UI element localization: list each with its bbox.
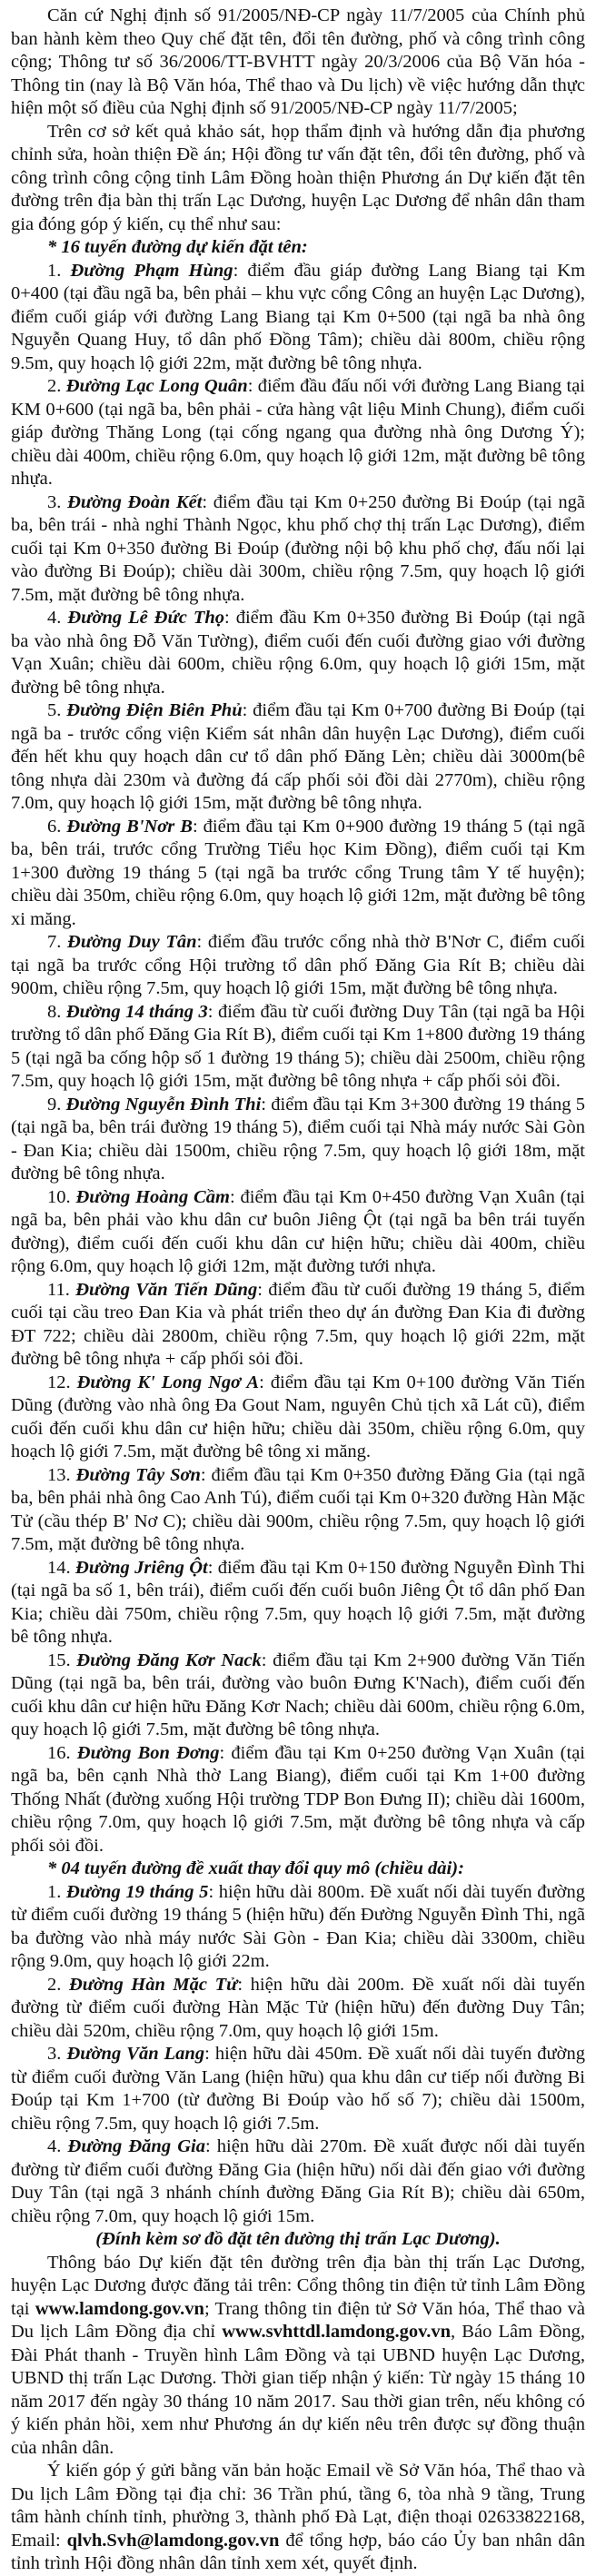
item-number: 10. [47,1186,76,1207]
street-name: Đường Nguyễn Đình Thi [65,1094,262,1115]
item-number: 14. [47,1557,76,1578]
contact-paragraph [11,2460,585,2576]
street-name: Đường B'Nơr B [66,816,193,837]
street-heading [47,376,248,396]
street-item [11,1372,585,1464]
street-name: Đường Phạm Hùng [70,260,233,281]
street-item [11,1094,585,1186]
intro-paragraph: Trên cơ sở kết quả khảo sát, họp thẩm định và hướng dẫn địa phương chỉnh sửa, hoàn thiện Đề án; Hội đồng tư vấn đặt tên, đổi tên đường, phố và công trình công cộng tỉnh Lâm Đồng hoàn thiện Phương án Dự kiến đặt tên đường trên địa bàn thị trấn Lạc Dương, huyện Lạc Dương để nhân dân tham gia đóng góp ý kiến, cụ thể như sau: [11,121,585,234]
street-heading [47,1372,259,1392]
street-description: : điểm đầu tại Km 3+300 đường 19 tháng 5 (tại ngã ba, bên trái đường 19 tháng 5), điểm cuối tại Nhà máy nước Sài Gòn - Đan Kia; chiều dài 1500m, chiều rộng 7.5m, quy hoạch lộ giới 18m, mặt đường bê tông nhựa. [11,1094,585,1184]
contact-rest: để tổng hợp, báo cáo Ủy ban nhân dân tỉnh trình Hội đồng nhân dân tỉnh xem xét, quyết định. [11,2530,585,2573]
street-description: : điểm đầu từ cuối đường 19 tháng 5, điểm cuối tại cầu treo Đan Kia và phát triển theo dự án đường Đan Kia đi đường ĐT 722; chiều dài 2800m, chiều rộng 7.5m, quy hoạch lộ giới 22m, mặt đường bê tông nhựa + cấp phối sỏi đồi. [11,1279,585,1369]
extension-item [11,1974,585,2044]
street-name: Đường Điện Biên Phủ [66,700,243,720]
street-item [11,375,585,491]
announcement-rest: , Báo Lâm Đồng, Đài Phát thanh - Truyền hình Lâm Đồng và tại UBND huyện Lạc Dương, UBND thị trấn Lạc Dương. Thời gian tiếp nhận ý kiến: Từ ngày 15 tháng 10 năm 2017 đến ngày 30 tháng 10 năm 2017. Sau thời gian trên, nếu không có ý kiến phản hồi, xem như Phương án dự kiến nêu trên được sự đồng thuận của nhân dân. [11,2322,585,2458]
street-item [11,1279,585,1372]
street-item [11,1001,585,1094]
street-description: : điểm đầu tại Km 0+450 đường Vạn Xuân (tại ngã ba, bên phải vào khu dân cư buôn Jiêng Ột (tại ngã ba bên trái tuyến đường), điểm cuối đến cuối khu dân cư hiện hữu; chiều dài 400m, chiều rộng 6.0m, quy hoạch lộ giới 12m, mặt đường tưới nhựa. [11,1186,585,1276]
street-heading [47,817,193,837]
item-number: 5. [47,700,67,720]
street-description: : hiện hữu dài 200m. Đề xuất nối dài tuyến đường từ điểm cuối đường Hàn Mặc Tử (hiện hữu) đến đường Duy Tân; chiều dài 520m, chiều rộng 7.0m, quy hoạch lộ giới 15m. [11,1974,585,2041]
item-number: 9. [47,1094,66,1115]
street-description: : hiện hữu dài 270m. Đề xuất được nối dài tuyến đường từ điểm cuối đường Đăng Gia (hiện hữu) nối dài đến giao với đường Duy Tân (tại ngã 3 nhánh chính đường Đăng Gia Rít B); chiều dài 650m, chiều rộng 7.0m, quy hoạch lộ giới 15m. [11,2136,586,2226]
street-item [11,607,585,699]
street-description: : điểm đầu trước cổng nhà thờ B'Nơr C, điểm cuối tại ngã ba trước cổng Hội trường tổ dân phố Đăng Gia Rít B; chiều dài 900m, chiều rộng 7.5m, quy hoạch lộ giới 15m, mặt đường bê tông nhựa. [11,932,586,998]
attachment-note: (Đính kèm sơ đồ đặt tên đường thị trấn Lạc Dương). [95,2229,501,2249]
street-name: Đường 14 tháng 3 [65,1001,208,1022]
street-name: Đường Bon Đơng [76,1742,220,1763]
street-name: Đường Hoàng Cầm [75,1186,230,1207]
street-item [11,816,585,932]
street-heading [47,1187,230,1207]
extension-item [11,2043,585,2135]
announcement-paragraph [11,2252,585,2461]
street-name: Đường Đoàn Kết [67,491,203,512]
street-description: : điểm đầu tại Km 0+150 đường Nguyễn Đình Thi (tại ngã ba số 1, bên trái), điểm cuối đến cuối buôn Jiêng Ột tổ dân phố Đan Kia; chiều dài 750m, chiều rộng 7.5m, quy hoạch lộ giới 7.5m, mặt đường bê tông nhựa. [11,1557,585,1647]
department-site-link[interactable]: www.svhttdl.lamdong.gov.vn [222,2322,451,2342]
street-heading [47,1975,237,1995]
street-description: : điểm đầu tại Km 0+250 đường Vạn Xuân (tại ngã ba, bên cạnh Nhà thờ Lang Biang), điểm cuối tại Km 1+00 đường Thống Nhất (đường xuống Hội trường TDP Bon Đưng II); chiều dài 1600m, chiều rộng 7.0m, quy hoạch lộ giới 7.5m, mặt đường bê tông nhựa và cấp phối sỏi đồi. [11,1742,585,1856]
item-number: 1. [47,260,71,281]
street-heading [47,1743,220,1763]
street-heading [47,2044,204,2064]
street-item [11,1186,585,1279]
street-item [11,260,585,376]
street-heading [47,1002,208,1022]
street-item [11,931,585,1001]
street-name: Đường Văn Tiến Dũng [75,1279,258,1300]
item-number: 11. [47,1279,76,1300]
street-name: Đường 19 tháng 5 [66,1881,209,1902]
extension-item [11,1881,585,1974]
item-number: 8. [47,1001,66,1022]
street-description: : điểm đầu tại Km 0+700 đường Bi Đoúp (tại ngã ba - trước cổng viện Kiểm sát nhân dân huyện Lạc Dương), điểm cuối đến hết khu quy hoạch dân cư tổ dân phố Đăng Lèn; chiều dài 3000m(bê tông nhựa dài 230m và đường đá cấp phối sỏi đồi dài 2770m), chiều rộng 7.0m, quy hoạch lộ giới 15m, mặt đường bê tông nhựa. [11,700,586,813]
item-number: 15. [47,1650,77,1670]
street-description: : điểm đầu tại Km 0+250 đường Bi Đoúp (tại ngã ba, bên trái - nhà nghỉ Thành Ngọc, khu phố chợ thị trấn Lạc Dương), điểm cuối tại Km 0+350 đường Bi Đoúp (đường nội bộ khu phố chợ, đấu nối lại vào đường Bi Đoúp); chiều dài 300m, chiều rộng 7.5m, quy hoạch lộ giới 7.5m, mặt đường bê tông nhựa. [11,491,585,605]
street-name: Đường K' Long Ngơ A [76,1372,260,1392]
item-number: 4. [47,608,68,628]
street-item [11,1650,585,1742]
street-description: : điểm đầu Km 0+350 đường Bi Đoúp (tại ngã ba vào nhà ông Đỗ Văn Tường), điểm cuối đến cuối đường giao với đường Vạn Xuân; chiều dài 600m, chiều rộng 6.0m, quy hoạch lộ giới 15m, mặt đường bê tông nhựa. [11,608,586,698]
street-heading [47,1650,262,1670]
street-name: Đường Tây Sơn [75,1464,201,1485]
street-heading [47,1558,208,1578]
street-heading [47,1280,257,1300]
street-item [11,491,585,608]
street-description: : điểm đầu tại Km 0+350 đường Đăng Gia (tại ngã ba, bên phải nhà ông Cao Anh Tú), điểm cuối tại Km 0+320 đường Hàn Mặc Tử (cầu thép B' Nơ C); chiều dài 900m, chiều rộng 7.5m, quy hoạch lộ giới 7.5m, mặt đường bê tông nhựa. [11,1464,585,1554]
street-description: : điểm đầu tại Km 0+900 đường 19 tháng 5 (tại ngã ba, bên trái, trước cổng Trường Tiểu học Kim Đồng), điểm cuối tại Km 1+300 đường 19 tháng 5 (tại ngã ba trước cổng Trung tâm Y tế huyện); chiều dài 350m, chiều rộng 6.0m, quy hoạch lộ giới 12m, mặt đường bê tông xi măng. [11,816,586,929]
street-name: Đường Jriêng Ột [75,1557,208,1578]
street-item [11,699,585,816]
item-number: 1. [47,1881,67,1902]
street-name: Đường Hàn Mặc Tử [68,1974,238,1995]
item-number: 16. [47,1742,77,1763]
street-heading [47,608,224,628]
item-number: 12. [47,1372,77,1392]
item-number: 2. [47,376,66,396]
item-number: 6. [47,816,67,837]
street-description: : hiện hữu dài 450m. Đề xuất nối dài tuyến đường từ điểm cuối đường Văn Lang (hiện hữu) qua khu dân cư tiếp nối đường Bi Đoúp tại Km 1+700 (từ đường Bi Đoúp vào hố số 7); chiều dài 1500m, chiều rộng 7.5m, quy hoạch lộ giới 7.5m. [11,2044,585,2134]
street-heading [47,1882,208,1902]
item-number: 4. [47,2136,68,2156]
street-name: Đường Đăng Kơr Nack [76,1650,262,1670]
street-heading [47,492,202,512]
street-description: : điểm đầu tại Km 2+900 đường Văn Tiến Dũng (tại ngã ba, bên trái, đường vào buôn Đưng K'Nach), điểm cuối đến cuối khu dân cư hiện hữu Đăng Kơr Nach; chiều dài 600m, chiều rộng 6.0m, quy hoạch lộ giới 7.5m, mặt đường bê tông nhựa. [11,1650,586,1739]
contact-email-link[interactable]: qlvh.Svh@lamdong.gov.vn [66,2530,280,2551]
item-number: 2. [47,1974,69,1995]
announcement-intro: Thông báo Dự kiến đặt tên đường trên địa bàn thị trấn Lạc Dương, huyện Lạc Dương được đăng tải trên: Cổng thông tin điện tử tỉnh Lâm Đồng tại [11,2252,585,2319]
street-name: Đường Đăng Gia [67,2136,205,2156]
street-heading [47,932,197,952]
item-number: 3. [47,491,68,512]
street-item [11,1742,585,1858]
section-title-extended-streets: * 04 tuyến đường đề xuất thay đổi quy mô (chiều dài): [47,1858,464,1878]
street-description: : điểm đầu đấu nối với đường Lang Biang tại KM 0+600 (tại ngã ba, bên phải - cửa hàng vật liệu Minh Chung), điểm cuối giáp đường Thăng Long (tại cống ngang qua đường nhà ông Dương Ý); chiều dài 400m, chiều rộng 6.0m, quy hoạch lộ giới 12m, mặt đường bê tông nhựa. [11,376,586,489]
street-description: : điểm đầu tại Km 0+100 đường Văn Tiến Dũng (đường vào nhà ông Đa Gout Nam, nguyên Chủ tịch xã Lát cũ), điểm cuối đến cuối khu dân cư hiện hữu; chiều dài 350m, chiều rộng 6.0m, quy hoạch lộ giới 7.5m, mặt đường bê tông xi măng. [11,1372,586,1461]
section-title-new-streets: * 16 tuyến đường dự kiến đặt tên: [47,237,308,257]
street-item [11,1557,585,1650]
street-item [11,1464,585,1557]
extension-list [11,1881,585,2229]
item-number: 3. [47,2044,67,2064]
street-name: Đường Lạc Long Quân [65,376,248,396]
street-heading [47,2136,205,2156]
street-heading [47,1465,201,1485]
legal-basis-paragraph: Căn cứ Nghị định số 91/2005/NĐ-CP ngày 11/7/2005 của Chính phủ ban hành kèm theo Quy chế đặt tên, đổi tên đường, phố và công trình công cộng; Thông tư số 36/2006/TT-BVHTT ngày 20/3/2006 của Bộ Văn hóa - Thông tin (nay là Bộ Văn hóa, Thể thao và Du lịch) về việc hướng dẫn thực hiện một số điều của Nghị định số 91/2005/NĐ-CP ngày 11/7/2005; [11,5,585,118]
street-heading [47,261,233,281]
street-list [11,260,585,1858]
street-name: Đường Văn Lang [66,2044,205,2064]
item-number: 13. [47,1464,76,1485]
street-name: Đường Duy Tân [67,932,197,952]
street-name: Đường Lê Đức Thọ [67,608,225,628]
item-number: 7. [47,932,68,952]
announcement-middle: ; Trang thông tin điện tử Sở Văn hóa, Thể thao và Du lịch Lâm Đồng địa chỉ [11,2298,585,2342]
street-description: : điểm đầu từ cuối đường Duy Tân (tại ngã ba Hội trường tổ dân phố Đăng Gia Rít B), điểm cuối tại Km 1+800 đường 19 tháng 5 (tại ngã ba cống hộp số 1 đường 19 tháng 5); chiều dài 2500m, chiều rộng 7.5m, quy hoạch lộ giới 15m, mặt đường bê tông nhựa + cấp phối sỏi đồi. [11,1001,585,1091]
street-description: : hiện hữu dài 800m. Đề xuất nối dài tuyến đường từ điểm cuối đường 19 tháng 5 (hiện hữu) đến Đường Nguyễn Đình Thi, ngã ba đường vào nhà máy nước Sài Gòn - Đan Kia; chiều dài 3300m, chiều rộng 9.0m, quy hoạch lộ giới 22m. [11,1881,585,1971]
contact-intro: Ý kiến góp ý gửi bằng văn bản hoặc Email về Sở Văn hóa, Thể thao và Du lịch Lâm Đồng tại địa chỉ: 36 Trần phú, tầng 6, tòa nhà 9 tầng, Trung tâm hành chính tỉnh, phường 3, thành phố Đà Lạt, điện thoại 02633822168, Email: [11,2461,585,2551]
provincial-portal-link[interactable]: www.lamdong.gov.vn [35,2298,204,2319]
street-heading [47,700,243,720]
extension-item [11,2135,585,2228]
street-description: : điểm đầu giáp đường Lang Biang tại Km 0+400 (tại đầu ngã ba, bên phải – khu vực cổng Công an huyện Lạc Dương), điểm cuối giáp với đường Lang Biang tại Km 0+500 (tại ngã ba nhà ông Nguyễn Quang Huy, tổ dân phố Đồng Tâm); chiều dài 800m, chiều rộng 9.5m, quy hoạch lộ giới 22m, mặt đường bê tông nhựa. [11,260,586,373]
street-heading [47,1095,261,1115]
